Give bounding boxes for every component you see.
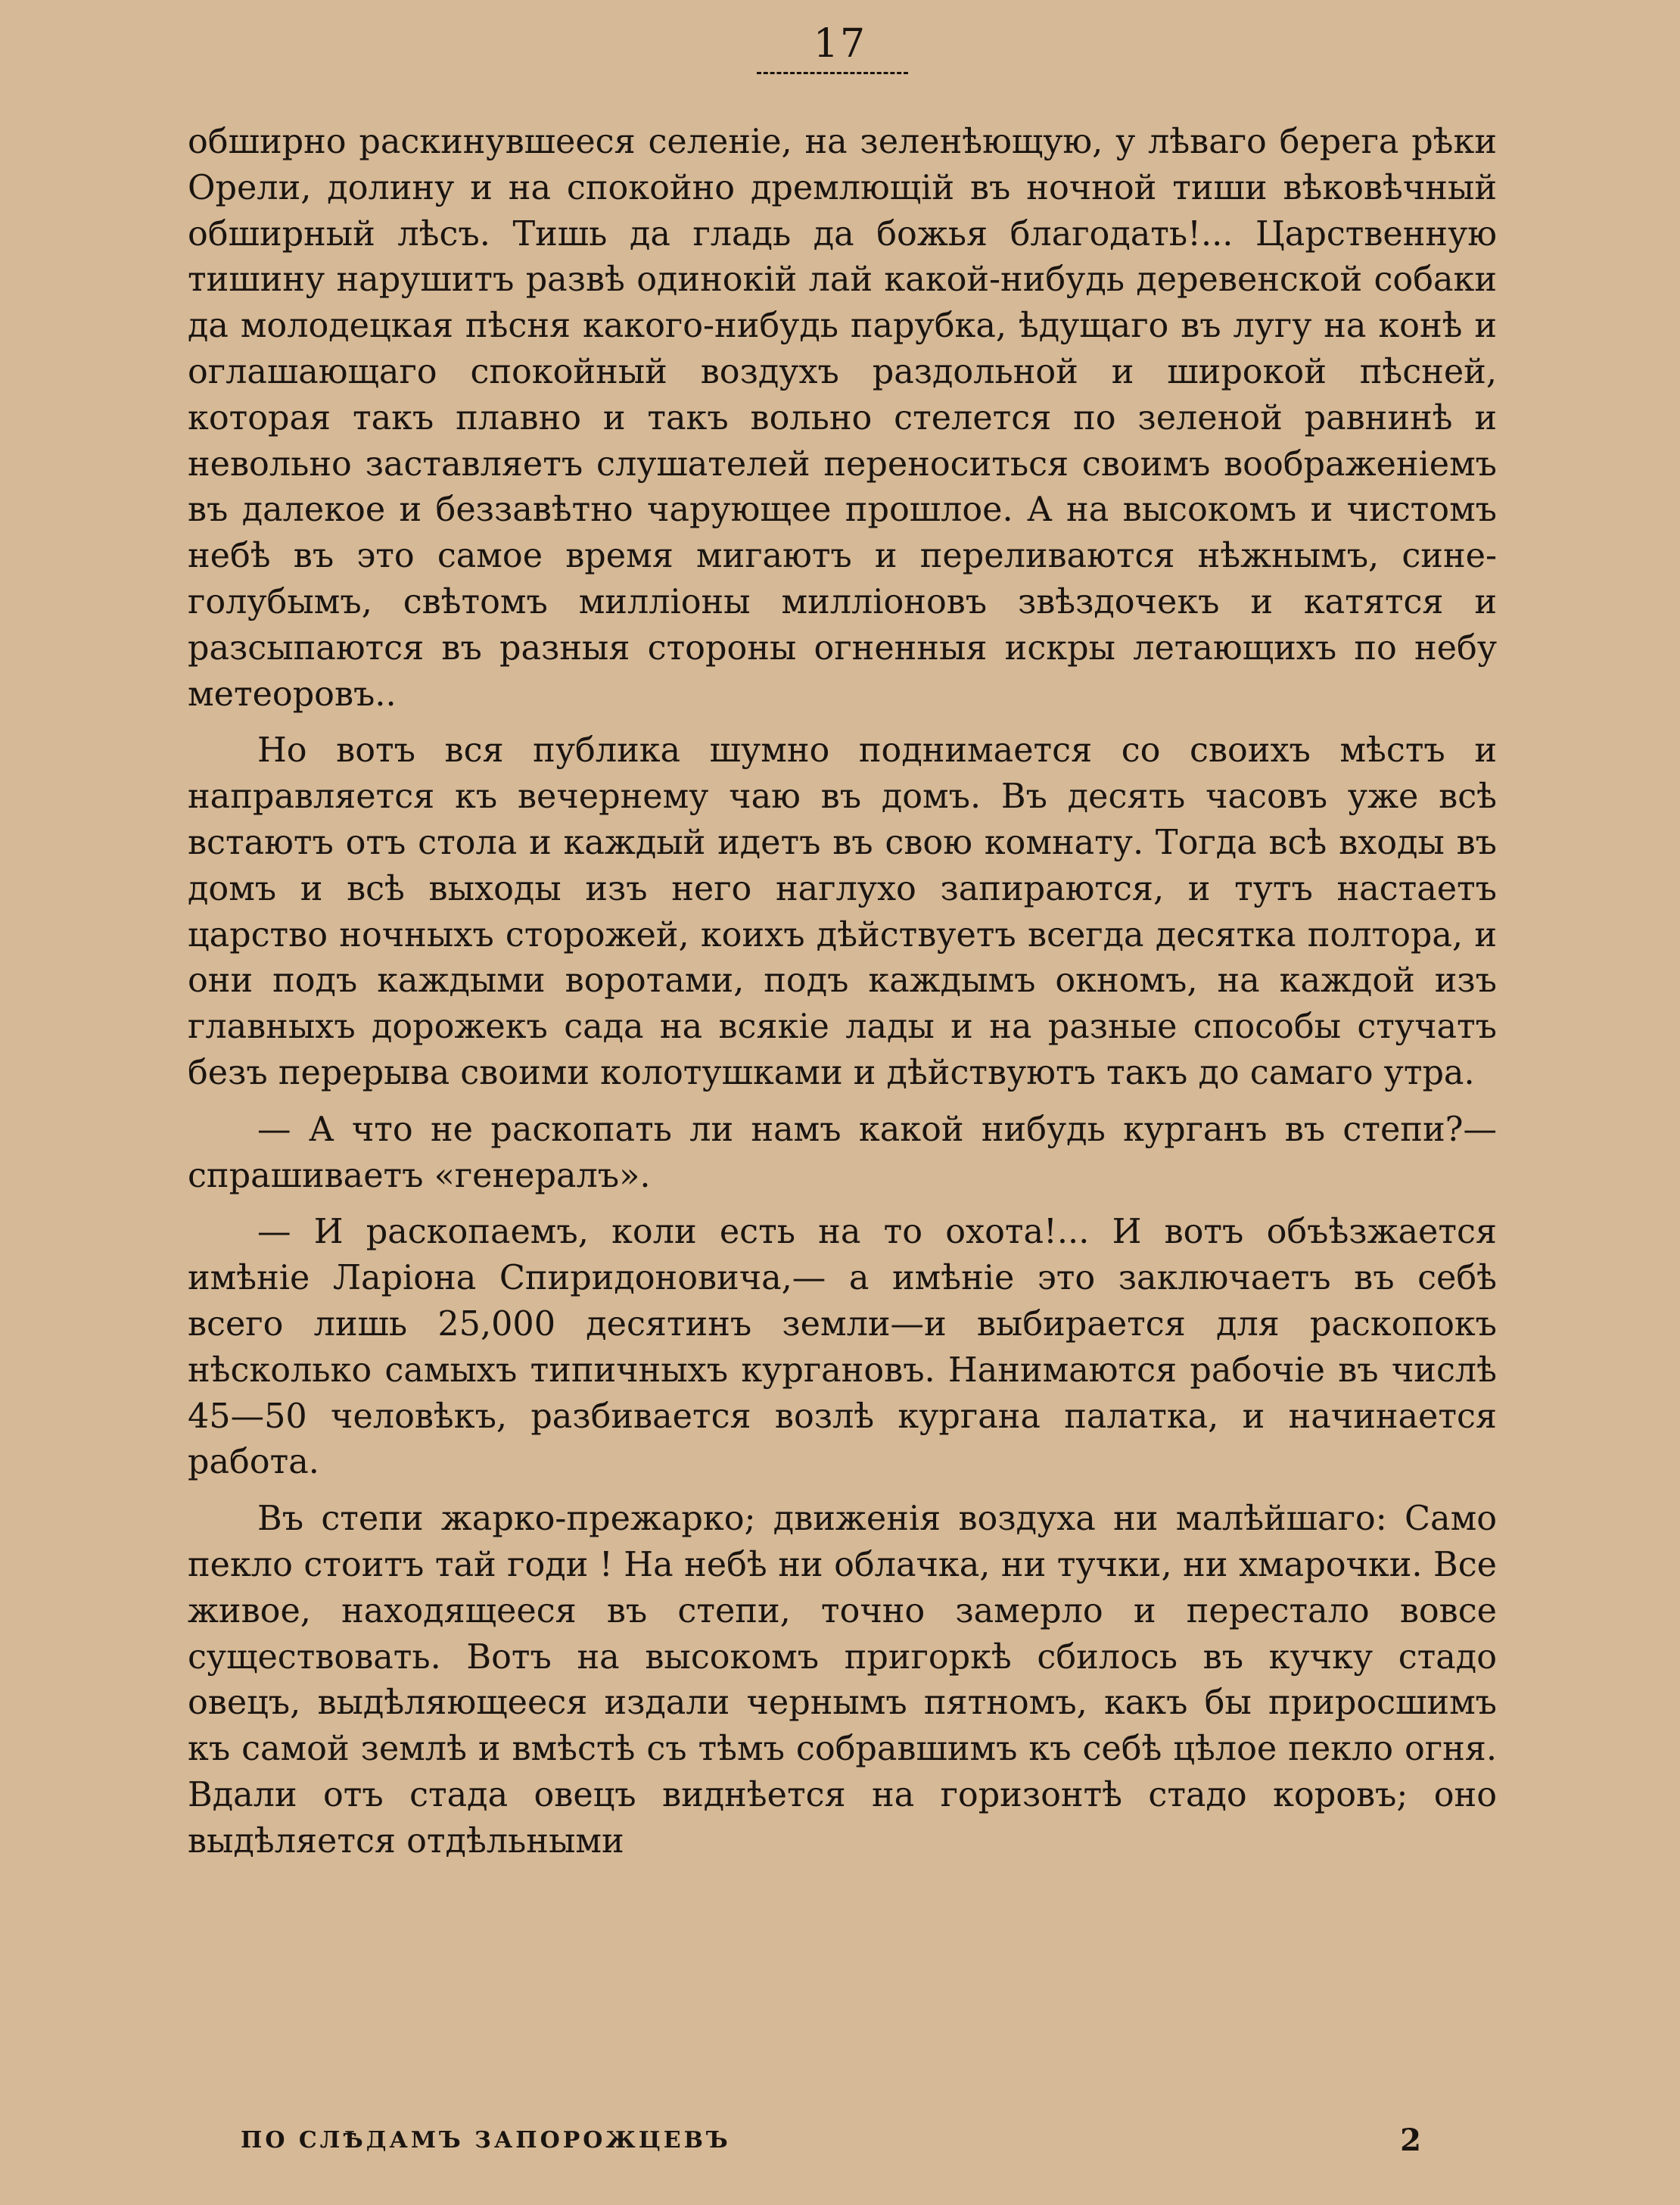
running-title: ПО СЛѢДАМЪ ЗАПОРОЖЦЕВЪ — [241, 2127, 731, 2154]
paragraph-continued: обширно раскинувшееся селеніе, на зеленѣющую, у лѣваго берега рѣки Орели, долину и на спокойно дремлющій въ ночной тиши вѣковѣчный обширный лѣсъ. Тишь да гладь да божья благодать!... Царственную тишину нарушитъ развѣ одинокій лай какой-нибудь деревенской собаки да молодецкая пѣсня какого-нибудь парубка, ѣдущаго въ лугу на конѣ и оглашающаго спокойный воздухъ раздольной и широкой пѣсней, которая такъ плавно и такъ вольно стелется по зеленой равнинѣ и невольно заставляетъ слушателей переноситься своимъ воображеніемъ въ далекое и беззавѣтно чарующее прошлое. А на высокомъ и чистомъ небѣ въ это самое время мигаютъ и переливаются нѣжнымъ, сине-голубымъ, свѣтомъ милліоны милліоновъ звѣздочекъ и катятся и разсыпаются въ разныя стороны огненныя искры летающихъ по небу метеоровъ.. — [188, 123, 1497, 714]
paragraph: Но вотъ вся публика шумно поднимается со своихъ мѣстъ и направляется къ вечернему чаю въ домъ. Въ десять часовъ уже всѣ встаютъ отъ стола и каждый идетъ въ свою комнату. Тогда всѣ входы въ домъ и всѣ выходы изъ него наглухо запираются, и тутъ настаетъ царство ночныхъ сторожей, коихъ дѣйствуетъ всегда десятка полтора, и они подъ каждыми воротами, подъ каждымъ окномъ, на каждой изъ главныхъ дорожекъ сада на всякіе лады и на разные способы стучатъ безъ перерыва своими колотушками и дѣйствуютъ такъ до самаго утра. — [188, 731, 1497, 1092]
page-body — [188, 120, 1497, 1864]
dialogue-line: — И раскопаемъ, коли есть на то охота!... И вотъ объѣзжается имѣніе Ларіона Спиридоновича,— а имѣніе это заключаетъ въ себѣ всего лишь 25,000 десятинъ земли—и выбирается для раскопокъ нѣсколько самыхъ типичныхъ кургановъ. Нанимаются рабочіе въ числѣ 45—50 человѣкъ, разбивается возлѣ кургана палатка, и начинается работа. — [188, 1213, 1497, 1482]
page-footer — [241, 2122, 1421, 2158]
paragraph: Въ степи жарко-прежарко; движенія воздуха ни малѣйшаго: Само пекло стоитъ тай годи ! На небѣ ни облачка, ни тучки, ни хмарочки. Все живое, находящееся въ степи, точно замерло и перестало вовсе существовать. Вотъ на высокомъ пригоркѣ сбилось въ кучку стадо овецъ, выдѣляющееся издали чернымъ пятномъ, какъ бы приросшимъ къ самой землѣ и вмѣстѣ съ тѣмъ собравшимъ къ себѣ цѣлое пекло огня. Вдали отъ стада овецъ виднѣется на горизонтѣ стадо коровъ; оно выдѣляется отдѣльными — [188, 1500, 1497, 1861]
page-number: 17 — [813, 21, 867, 67]
page-number-rule — [757, 72, 908, 74]
dialogue-line: — А что не раскопать ли намъ какой нибудь курганъ въ степи?—спрашиваетъ «генералъ». — [188, 1110, 1497, 1195]
signature-number: 2 — [1400, 2122, 1421, 2158]
